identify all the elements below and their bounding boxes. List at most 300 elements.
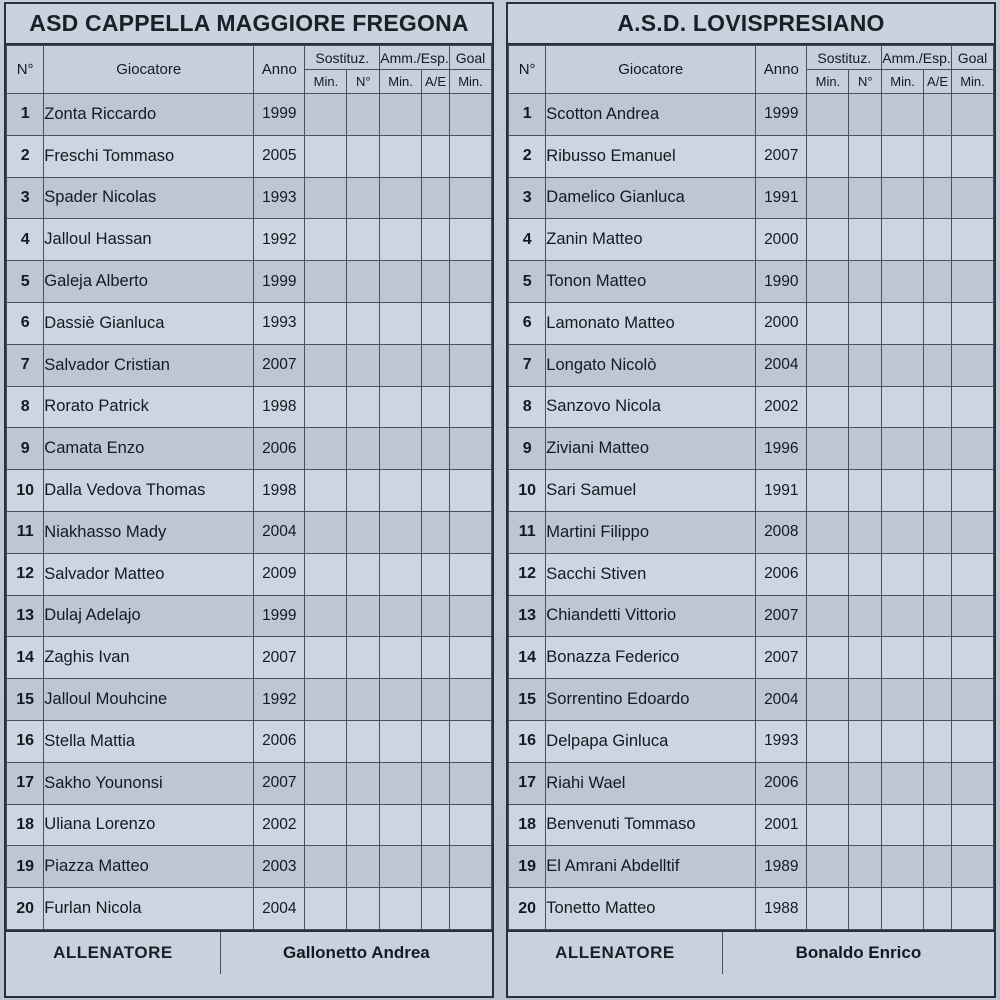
player-year: 2000 xyxy=(756,219,807,261)
player-year: 1999 xyxy=(254,595,305,637)
col-sub-group-home: Sostituz. xyxy=(305,46,380,70)
sub-min-cell xyxy=(807,595,849,637)
goal-min-cell xyxy=(450,720,492,762)
player-number: 18 xyxy=(7,804,44,846)
sub-num-cell xyxy=(347,637,380,679)
roster-table-away xyxy=(508,45,994,930)
table-row xyxy=(7,846,492,888)
sub-num-cell xyxy=(347,94,380,136)
player-year: 2008 xyxy=(756,511,807,553)
player-name: Salvador Cristian xyxy=(44,344,254,386)
player-name: Galeja Alberto xyxy=(44,261,254,303)
player-year: 1989 xyxy=(756,846,807,888)
sub-min-cell xyxy=(305,470,347,512)
goal-min-cell xyxy=(450,762,492,804)
goal-min-cell xyxy=(450,135,492,177)
col-card-group-away: Amm./Esp. xyxy=(882,46,952,70)
table-row xyxy=(7,177,492,219)
table-row xyxy=(509,511,994,553)
goal-min-cell xyxy=(450,846,492,888)
sub-num-cell xyxy=(347,762,380,804)
table-row xyxy=(509,386,994,428)
sub-min-cell xyxy=(807,720,849,762)
table-row xyxy=(509,637,994,679)
sub-num-cell xyxy=(347,804,380,846)
player-year: 2002 xyxy=(254,804,305,846)
player-name: Lamonato Matteo xyxy=(546,302,756,344)
player-year: 2004 xyxy=(756,679,807,721)
card-ae-cell xyxy=(422,720,450,762)
goal-min-cell xyxy=(952,219,994,261)
sub-num-cell xyxy=(849,94,882,136)
card-min-cell xyxy=(882,804,924,846)
sub-min-cell xyxy=(807,135,849,177)
table-row xyxy=(509,219,994,261)
sub-min-cell xyxy=(305,846,347,888)
col-number-home: N° xyxy=(7,46,44,94)
card-ae-cell xyxy=(924,762,952,804)
player-name: Scotton Andrea xyxy=(546,94,756,136)
player-year: 2007 xyxy=(756,637,807,679)
card-ae-cell xyxy=(422,261,450,303)
card-min-cell xyxy=(380,302,422,344)
player-name: Spader Nicolas xyxy=(44,177,254,219)
card-min-cell xyxy=(380,679,422,721)
player-name: Sacchi Stiven xyxy=(546,553,756,595)
player-number: 4 xyxy=(509,219,546,261)
goal-min-cell xyxy=(450,94,492,136)
player-number: 9 xyxy=(509,428,546,470)
player-name: Delpapa Ginluca xyxy=(546,720,756,762)
card-min-cell xyxy=(882,94,924,136)
table-row xyxy=(7,302,492,344)
player-number: 11 xyxy=(7,511,44,553)
card-min-cell xyxy=(882,637,924,679)
sub-num-cell xyxy=(347,261,380,303)
roster-body-home xyxy=(7,94,492,930)
card-ae-cell xyxy=(924,470,952,512)
card-min-cell xyxy=(882,428,924,470)
player-name: Stella Mattia xyxy=(44,720,254,762)
player-name: Chiandetti Vittorio xyxy=(546,595,756,637)
sub-num-cell xyxy=(347,720,380,762)
player-name: Jalloul Mouhcine xyxy=(44,679,254,721)
sub-min-cell xyxy=(807,762,849,804)
sub-min-cell xyxy=(305,219,347,261)
goal-min-cell xyxy=(952,762,994,804)
sub-min-cell xyxy=(305,386,347,428)
card-ae-cell xyxy=(422,595,450,637)
player-number: 14 xyxy=(7,637,44,679)
roster-body-away xyxy=(509,94,994,930)
sub-num-cell xyxy=(849,386,882,428)
sub-min-cell xyxy=(305,720,347,762)
goal-min-cell xyxy=(952,888,994,930)
sub-num-cell xyxy=(347,302,380,344)
card-min-cell xyxy=(882,888,924,930)
player-number: 14 xyxy=(509,637,546,679)
player-number: 9 xyxy=(7,428,44,470)
player-name: Dalla Vedova Thomas xyxy=(44,470,254,512)
sub-num-cell xyxy=(347,386,380,428)
sub-min-cell xyxy=(807,511,849,553)
table-row xyxy=(509,679,994,721)
card-ae-cell xyxy=(924,637,952,679)
player-name: Riahi Wael xyxy=(546,762,756,804)
player-year: 2009 xyxy=(254,553,305,595)
player-year: 2003 xyxy=(254,846,305,888)
goal-min-cell xyxy=(450,302,492,344)
player-number: 16 xyxy=(509,720,546,762)
goal-min-cell xyxy=(450,595,492,637)
card-ae-cell xyxy=(422,344,450,386)
player-number: 4 xyxy=(7,219,44,261)
table-row xyxy=(7,511,492,553)
card-min-cell xyxy=(380,177,422,219)
goal-min-cell xyxy=(450,386,492,428)
card-ae-cell xyxy=(422,302,450,344)
card-ae-cell xyxy=(422,470,450,512)
table-row xyxy=(509,470,994,512)
player-year: 1992 xyxy=(254,219,305,261)
player-year: 2000 xyxy=(756,302,807,344)
sub-num-cell xyxy=(849,679,882,721)
card-ae-cell xyxy=(422,135,450,177)
sub-num-cell xyxy=(347,888,380,930)
table-row xyxy=(7,637,492,679)
sub-num-cell xyxy=(849,135,882,177)
player-number: 20 xyxy=(509,888,546,930)
goal-min-cell xyxy=(952,720,994,762)
team-panel-away xyxy=(506,2,996,998)
goal-min-cell xyxy=(450,219,492,261)
card-ae-cell xyxy=(422,386,450,428)
card-ae-cell xyxy=(924,846,952,888)
sub-min-cell xyxy=(305,135,347,177)
table-row xyxy=(7,94,492,136)
sub-min-cell xyxy=(807,302,849,344)
sub-min-cell xyxy=(305,637,347,679)
table-row xyxy=(7,804,492,846)
sub-min-cell xyxy=(305,804,347,846)
player-number: 6 xyxy=(7,302,44,344)
sub-min-cell xyxy=(807,386,849,428)
player-number: 11 xyxy=(509,511,546,553)
sub-min-cell xyxy=(305,595,347,637)
player-name: Zaghis Ivan xyxy=(44,637,254,679)
coach-label-home: ALLENATORE xyxy=(6,932,221,974)
player-name: Sanzovo Nicola xyxy=(546,386,756,428)
table-row xyxy=(509,94,994,136)
sub-num-cell xyxy=(347,344,380,386)
card-min-cell xyxy=(882,386,924,428)
table-row xyxy=(7,135,492,177)
player-year: 2006 xyxy=(756,762,807,804)
sub-min-cell xyxy=(305,511,347,553)
col-card-min-away: Min. xyxy=(882,70,924,94)
sub-num-cell xyxy=(347,679,380,721)
team-panel-home xyxy=(4,2,494,998)
card-ae-cell xyxy=(924,386,952,428)
player-year: 2001 xyxy=(756,804,807,846)
card-min-cell xyxy=(882,261,924,303)
player-year: 2006 xyxy=(254,428,305,470)
card-min-cell xyxy=(882,177,924,219)
table-row xyxy=(509,302,994,344)
sub-num-cell xyxy=(849,302,882,344)
table-row xyxy=(509,428,994,470)
table-row xyxy=(7,344,492,386)
sub-num-cell xyxy=(849,177,882,219)
player-name: Tonon Matteo xyxy=(546,261,756,303)
card-min-cell xyxy=(882,511,924,553)
col-goal-group-away: Goal xyxy=(952,46,994,70)
player-name: Salvador Matteo xyxy=(44,553,254,595)
player-number: 3 xyxy=(509,177,546,219)
player-name: Furlan Nicola xyxy=(44,888,254,930)
col-player-home: Giocatore xyxy=(44,46,254,94)
card-ae-cell xyxy=(924,135,952,177)
player-name: Piazza Matteo xyxy=(44,846,254,888)
player-name: Longato Nicolò xyxy=(546,344,756,386)
table-row xyxy=(7,219,492,261)
sub-num-cell xyxy=(849,428,882,470)
player-number: 7 xyxy=(509,344,546,386)
player-year: 2007 xyxy=(756,135,807,177)
player-number: 8 xyxy=(7,386,44,428)
card-min-cell xyxy=(380,595,422,637)
card-ae-cell xyxy=(924,302,952,344)
sub-num-cell xyxy=(849,804,882,846)
card-ae-cell xyxy=(924,511,952,553)
card-ae-cell xyxy=(422,94,450,136)
coach-name-away: Bonaldo Enrico xyxy=(723,932,994,974)
table-row xyxy=(509,595,994,637)
card-ae-cell xyxy=(422,553,450,595)
col-year-home: Anno xyxy=(254,46,305,94)
sub-num-cell xyxy=(347,219,380,261)
card-ae-cell xyxy=(924,804,952,846)
col-card-min-home: Min. xyxy=(380,70,422,94)
goal-min-cell xyxy=(952,428,994,470)
goal-min-cell xyxy=(450,428,492,470)
sub-num-cell xyxy=(849,553,882,595)
card-min-cell xyxy=(380,344,422,386)
sub-min-cell xyxy=(807,344,849,386)
card-min-cell xyxy=(882,135,924,177)
sub-min-cell xyxy=(807,679,849,721)
sub-num-cell xyxy=(347,511,380,553)
goal-min-cell xyxy=(952,511,994,553)
goal-min-cell xyxy=(450,804,492,846)
player-name: Bonazza Federico xyxy=(546,637,756,679)
sub-min-cell xyxy=(807,846,849,888)
card-min-cell xyxy=(380,804,422,846)
card-min-cell xyxy=(380,261,422,303)
coach-name-home: Gallonetto Andrea xyxy=(221,932,492,974)
col-sub-num-home: N° xyxy=(347,70,380,94)
sub-min-cell xyxy=(807,261,849,303)
card-min-cell xyxy=(380,219,422,261)
sub-min-cell xyxy=(305,762,347,804)
sub-min-cell xyxy=(305,428,347,470)
player-year: 1992 xyxy=(254,679,305,721)
card-ae-cell xyxy=(422,679,450,721)
player-year: 1990 xyxy=(756,261,807,303)
player-year: 2005 xyxy=(254,135,305,177)
player-name: Martini Filippo xyxy=(546,511,756,553)
col-card-ae-away: A/E xyxy=(924,70,952,94)
goal-min-cell xyxy=(450,888,492,930)
col-card-ae-home: A/E xyxy=(422,70,450,94)
card-ae-cell xyxy=(924,720,952,762)
card-min-cell xyxy=(380,511,422,553)
player-year: 2006 xyxy=(756,553,807,595)
sub-num-cell xyxy=(849,219,882,261)
player-year: 2004 xyxy=(254,511,305,553)
player-year: 1993 xyxy=(756,720,807,762)
player-number: 17 xyxy=(509,762,546,804)
card-min-cell xyxy=(380,888,422,930)
card-min-cell xyxy=(882,302,924,344)
player-number: 19 xyxy=(509,846,546,888)
player-name: Sari Samuel xyxy=(546,470,756,512)
table-row xyxy=(7,386,492,428)
card-ae-cell xyxy=(924,177,952,219)
player-number: 17 xyxy=(7,762,44,804)
goal-min-cell xyxy=(952,177,994,219)
card-ae-cell xyxy=(422,804,450,846)
player-number: 1 xyxy=(509,94,546,136)
player-year: 2007 xyxy=(254,344,305,386)
player-name: Benvenuti Tommaso xyxy=(546,804,756,846)
sub-num-cell xyxy=(347,553,380,595)
coach-label-away: ALLENATORE xyxy=(508,932,723,974)
player-number: 5 xyxy=(7,261,44,303)
sub-num-cell xyxy=(347,470,380,512)
sub-min-cell xyxy=(807,804,849,846)
table-row xyxy=(509,762,994,804)
sub-num-cell xyxy=(849,261,882,303)
card-min-cell xyxy=(380,720,422,762)
sub-min-cell xyxy=(807,428,849,470)
team-name-home: ASD CAPPELLA MAGGIORE FREGONA xyxy=(6,4,492,45)
player-year: 1991 xyxy=(756,470,807,512)
sub-num-cell xyxy=(347,595,380,637)
card-min-cell xyxy=(882,344,924,386)
player-year: 1999 xyxy=(254,261,305,303)
team-name-away: A.S.D. LOVISPRESIANO xyxy=(508,4,994,45)
card-min-cell xyxy=(882,679,924,721)
player-year: 2004 xyxy=(756,344,807,386)
card-ae-cell xyxy=(924,553,952,595)
sub-min-cell xyxy=(807,94,849,136)
col-player-away: Giocatore xyxy=(546,46,756,94)
roster-table-home xyxy=(6,45,492,930)
table-row xyxy=(509,177,994,219)
sub-min-cell xyxy=(305,888,347,930)
sub-min-cell xyxy=(807,470,849,512)
goal-min-cell xyxy=(952,679,994,721)
coach-row-away xyxy=(508,930,994,974)
card-min-cell xyxy=(882,470,924,512)
goal-min-cell xyxy=(450,261,492,303)
player-year: 1993 xyxy=(254,302,305,344)
player-number: 12 xyxy=(509,553,546,595)
table-row xyxy=(509,720,994,762)
col-year-away: Anno xyxy=(756,46,807,94)
player-number: 1 xyxy=(7,94,44,136)
player-name: Sorrentino Edoardo xyxy=(546,679,756,721)
goal-min-cell xyxy=(952,261,994,303)
sub-min-cell xyxy=(807,637,849,679)
player-name: Zanin Matteo xyxy=(546,219,756,261)
card-min-cell xyxy=(380,428,422,470)
card-ae-cell xyxy=(422,762,450,804)
sub-num-cell xyxy=(347,177,380,219)
player-number: 15 xyxy=(509,679,546,721)
col-sub-min-home: Min. xyxy=(305,70,347,94)
player-number: 13 xyxy=(7,595,44,637)
player-year: 2007 xyxy=(254,637,305,679)
player-name: Jalloul Hassan xyxy=(44,219,254,261)
col-goal-min-home: Min. xyxy=(450,70,492,94)
player-year: 1998 xyxy=(254,386,305,428)
col-goal-min-away: Min. xyxy=(952,70,994,94)
table-row xyxy=(7,679,492,721)
player-year: 2007 xyxy=(254,762,305,804)
player-year: 1991 xyxy=(756,177,807,219)
table-row xyxy=(509,344,994,386)
goal-min-cell xyxy=(952,470,994,512)
player-number: 20 xyxy=(7,888,44,930)
card-ae-cell xyxy=(422,846,450,888)
player-name: Dulaj Adelajo xyxy=(44,595,254,637)
player-number: 10 xyxy=(7,470,44,512)
table-row xyxy=(7,595,492,637)
goal-min-cell xyxy=(952,302,994,344)
player-number: 6 xyxy=(509,302,546,344)
player-name: Tonetto Matteo xyxy=(546,888,756,930)
sub-num-cell xyxy=(849,470,882,512)
sub-num-cell xyxy=(347,428,380,470)
card-min-cell xyxy=(380,135,422,177)
sub-min-cell xyxy=(305,302,347,344)
player-year: 1996 xyxy=(756,428,807,470)
card-min-cell xyxy=(882,846,924,888)
player-number: 8 xyxy=(509,386,546,428)
player-year: 1999 xyxy=(254,94,305,136)
sub-num-cell xyxy=(849,846,882,888)
table-row xyxy=(509,553,994,595)
player-number: 12 xyxy=(7,553,44,595)
player-number: 16 xyxy=(7,720,44,762)
card-ae-cell xyxy=(924,428,952,470)
table-row xyxy=(7,553,492,595)
card-ae-cell xyxy=(924,94,952,136)
card-ae-cell xyxy=(924,219,952,261)
sub-min-cell xyxy=(305,553,347,595)
card-min-cell xyxy=(882,720,924,762)
card-ae-cell xyxy=(422,177,450,219)
sub-min-cell xyxy=(807,553,849,595)
player-number: 19 xyxy=(7,846,44,888)
card-min-cell xyxy=(380,762,422,804)
card-ae-cell xyxy=(924,888,952,930)
table-row xyxy=(7,470,492,512)
sub-min-cell xyxy=(305,177,347,219)
sub-min-cell xyxy=(807,219,849,261)
